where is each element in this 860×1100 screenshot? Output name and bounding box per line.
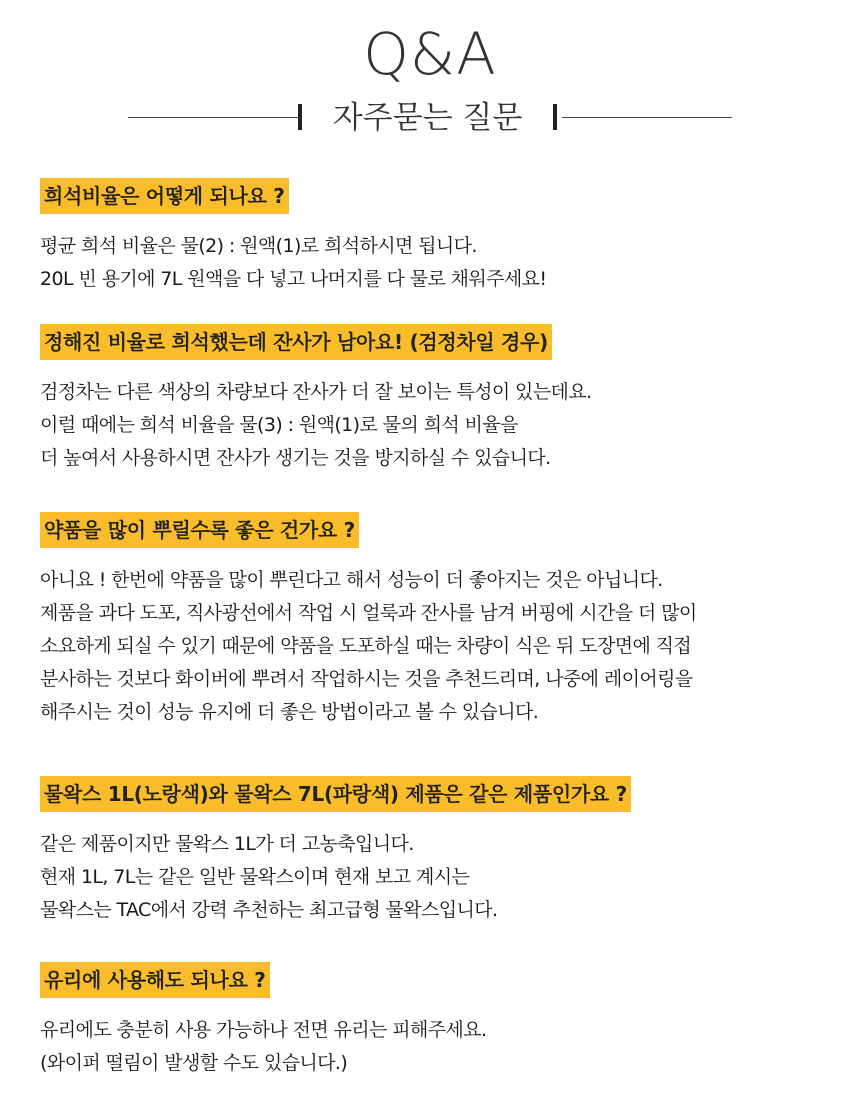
faq-answer <box>40 828 830 927</box>
faq-item-4 <box>40 776 830 927</box>
faq-answer-line: 더 높여서 사용하시면 잔사가 생기는 것을 방지하실 수 있습니다. <box>40 447 551 469</box>
faq-answer-line: 검정차는 다른 색상의 차량보다 잔사가 더 잘 보이는 특성이 있는데요. <box>40 381 592 403</box>
faq-item-2 <box>40 324 830 475</box>
faq-answer-line: 분사하는 것보다 화이버에 뿌려서 작업하시는 것을 추천드리며, 나중에 레이어링을 <box>40 668 693 690</box>
faq-answer-line: 아니요 ! 한번에 약품을 많이 뿌린다고 해서 성능이 더 좋아지는 것은 아닙니다. <box>40 569 663 591</box>
faq-answer-line: 소요하게 되실 수 있기 때문에 약품을 도포하실 때는 차량이 식은 뒤 도장면에 직접 <box>40 635 692 657</box>
faq-answer-line: 유리에도 충분히 사용 가능하나 전면 유리는 피해주세요. <box>40 1019 487 1041</box>
faq-answer-line: 현재 1L, 7L는 같은 일반 물왁스이며 현재 보고 계시는 <box>40 866 470 888</box>
faq-answer-line: 평균 희석 비율은 물(2) : 원액(1)로 희석하시면 됩니다. <box>40 235 477 257</box>
faq-question: 희석비율은 어떻게 되나요 ? <box>40 178 289 214</box>
faq-item-5 <box>40 962 830 1080</box>
faq-answer-line: (와이퍼 떨림이 발생할 수도 있습니다.) <box>40 1052 348 1074</box>
faq-item-1 <box>40 178 830 296</box>
faq-answer <box>40 564 830 729</box>
right-divider-bar <box>553 104 557 130</box>
faq-answer <box>40 230 830 296</box>
faq-answer-line: 해주시는 것이 성능 유지에 더 좋은 방법이라고 볼 수 있습니다. <box>40 701 539 723</box>
right-divider-line <box>562 117 732 118</box>
faq-answer-line: 이럴 때에는 희석 비율을 물(3) : 원액(1)로 물의 희석 비율을 <box>40 414 518 436</box>
left-divider-line <box>128 117 298 118</box>
faq-answer-line: 제품을 과다 도포, 직사광선에서 작업 시 얼룩과 잔사를 남겨 버핑에 시간을 더 많이 <box>40 602 697 624</box>
faq-answer-line: 20L 빈 용기에 7L 원액을 다 넣고 나머지를 다 물로 채워주세요! <box>40 268 547 290</box>
faq-item-3 <box>40 512 830 729</box>
faq-answer <box>40 376 830 475</box>
faq-question: 약품을 많이 뿌릴수록 좋은 건가요 ? <box>40 512 359 548</box>
faq-question: 유리에 사용해도 되나요 ? <box>40 962 270 998</box>
faq-question: 물왁스 1L(노랑색)와 물왁스 7L(파랑색) 제품은 같은 제품인가요 ? <box>40 776 631 812</box>
page-title: Q&A <box>363 20 497 88</box>
faq-question: 정해진 비율로 희석했는데 잔사가 남아요! (검정차일 경우) <box>40 324 552 360</box>
faq-answer-line: 물왁스는 TAC에서 강력 추천하는 최고급형 물왁스입니다. <box>40 899 498 921</box>
page-subtitle: 자주묻는 질문 <box>332 100 523 136</box>
faq-answer-line: 같은 제품이지만 물왁스 1L가 더 고농축입니다. <box>40 833 414 855</box>
subtitle-row <box>0 96 860 140</box>
faq-answer <box>40 1014 830 1080</box>
